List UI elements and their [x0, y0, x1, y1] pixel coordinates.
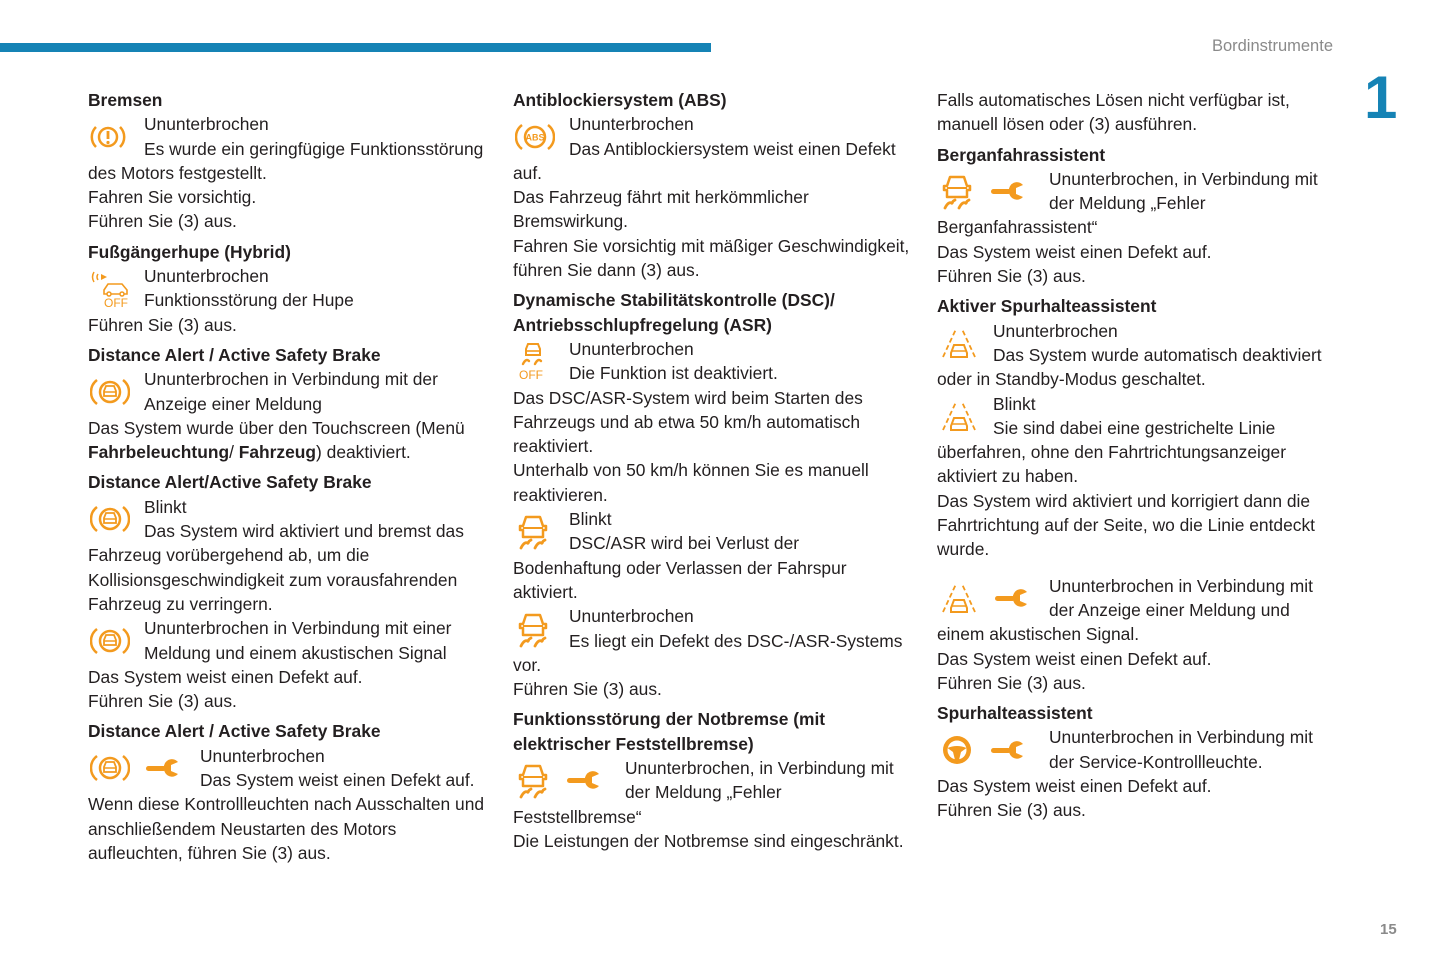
icon-group	[937, 725, 1049, 774]
warning-light-entry	[513, 337, 911, 507]
brake-warning-icon	[90, 122, 126, 152]
light-status: Ununterbrochen in Verbindung mit einer Meldung und einem akustischen Signal	[144, 618, 452, 663]
lane-assist-icon	[939, 580, 979, 616]
paragraph: Führen Sie (3) aus.	[88, 691, 237, 712]
paragraph: Das DSC/ASR-System wird beim Starten des Fahrzeugs und ab etwa 50 km/h automatisch reaktiviert.	[513, 387, 863, 457]
section-heading: Funktionsstörung der Notbremse (mit elektrischer Feststellbremse)	[513, 709, 826, 754]
paragraph: Das System weist einen Defekt auf.	[88, 666, 363, 687]
bold-term: Fahrzeug	[238, 442, 317, 463]
icon-group	[513, 337, 569, 386]
section-heading: Antiblockiersystem (ABS)	[513, 90, 727, 110]
text-segment: ) deaktiviert.	[316, 442, 411, 463]
warning-light-entry	[937, 392, 1337, 562]
section-heading: Dynamische Stabilitätskontrolle (DSC)/ Antriebsschlupfregelung (ASR)	[513, 290, 835, 335]
paragraph: Wenn diese Kontrollleuchten nach Ausschalten und anschließendem Neustarten des Motors aufleuchten, führen Sie (3) aus.	[88, 794, 485, 863]
steering-wheel-icon	[939, 733, 975, 767]
section-heading: Bremsen	[88, 90, 163, 110]
wrench-icon	[989, 740, 1025, 760]
column-3	[937, 88, 1337, 823]
paragraph: Das System wird aktiviert und korrigiert dann die Fahrtrichtung auf der Seite, wo die Linie entdeckt wurde.	[937, 490, 1315, 560]
bold-term: Fahrbeleuchtung	[88, 442, 230, 463]
text-segment: /	[229, 442, 239, 463]
light-status: Ununterbrochen in Verbindung mit der Service-Kontrollleuchte.	[1049, 727, 1313, 772]
icon-group	[88, 367, 144, 416]
wrench-icon	[565, 770, 601, 790]
text-segment: Das System wurde über den Touchscreen (Menü	[88, 417, 465, 438]
section-heading: Distance Alert/Active Safety Brake	[88, 472, 372, 493]
icon-group	[88, 495, 144, 544]
light-status: Blinkt	[993, 393, 1036, 414]
warning-light-entry	[937, 167, 1337, 288]
light-status: Ununterbrochen	[569, 114, 694, 135]
paragraph: Das System weist einen Defekt auf.	[937, 776, 1212, 797]
section-heading: Distance Alert / Active Safety Brake	[88, 721, 381, 742]
svg-text:OFF: OFF	[104, 296, 128, 309]
paragraph: Führen Sie (3) aus.	[937, 266, 1086, 287]
light-description: Funktionsstörung der Hupe	[144, 290, 354, 311]
wrench-icon	[993, 588, 1029, 608]
warning-light-entry	[88, 744, 486, 865]
light-description: Das System wird aktiviert und bremst das Fahrzeug vorübergehend ab, um die Kollisionsgeschwindigkeit zum vorausfahrenden Fahrzeug zu verringern.	[88, 521, 464, 614]
icon-group	[88, 744, 200, 793]
header-accent-bar	[0, 43, 711, 52]
paragraph: Fahren Sie vorsichtig mit mäßiger Geschwindigkeit, führen Sie dann (3) aus.	[513, 235, 910, 281]
light-status: Ununterbrochen	[993, 320, 1118, 341]
light-status: Ununterbrochen	[569, 606, 694, 627]
icon-group	[88, 112, 144, 161]
paragraph: Führen Sie (3) aus.	[513, 679, 662, 700]
light-status: Ununterbrochen, in Verbindung mit der Meldung „Fehler Berganfahrassistent“	[937, 168, 1318, 238]
safety-brake-icon	[90, 624, 130, 658]
lane-assist-icon	[939, 325, 979, 361]
icon-group	[513, 756, 625, 805]
warning-light-entry	[513, 604, 911, 701]
light-status: Ununterbrochen in Verbindung mit der Anzeige einer Meldung und einem akustischen Signal.	[937, 575, 1313, 645]
icon-group	[88, 264, 144, 313]
light-status: Ununterbrochen	[569, 338, 694, 359]
dsc-off-icon	[515, 341, 551, 381]
paragraph: Die Leistungen der Notbremse sind eingeschränkt.	[513, 830, 904, 851]
section-heading: Fußgängerhupe (Hybrid)	[88, 241, 291, 262]
light-status: Blinkt	[144, 496, 187, 517]
lane-assist-icon	[939, 398, 979, 434]
wrench-icon	[989, 181, 1025, 201]
light-status: Ununterbrochen	[144, 266, 269, 287]
icon-group	[513, 604, 569, 653]
dsc-icon	[515, 761, 551, 799]
light-description: Es wurde ein geringfügige Funktionsstörung des Motors festgestellt.	[88, 138, 484, 183]
section-heading: Berganfahrassistent	[937, 144, 1106, 165]
section-title: Bordinstrumente	[1211, 37, 1333, 55]
dsc-icon	[515, 610, 551, 648]
section-heading: Distance Alert / Active Safety Brake	[88, 344, 381, 365]
section-heading: Aktiver Spurhalteassistent	[937, 296, 1157, 317]
icon-group	[513, 507, 569, 556]
icon-group	[937, 392, 993, 441]
column-2	[513, 88, 911, 853]
paragraph	[88, 416, 486, 465]
horn-off-icon	[90, 268, 136, 308]
warning-light-entry	[88, 616, 486, 713]
warning-light-entry	[88, 367, 486, 464]
warning-light-entry	[937, 725, 1337, 822]
light-status: Ununterbrochen, in Verbindung mit der Meldung „Fehler Feststellbremse“	[513, 758, 894, 827]
light-status: Ununterbrochen	[200, 745, 325, 766]
paragraph: Falls automatisches Lösen nicht verfügbar ist, manuell lösen oder (3) ausführen.	[937, 90, 1290, 135]
warning-light-entry	[88, 495, 486, 616]
paragraph: Unterhalb von 50 km/h können Sie es manuell reaktivieren.	[513, 460, 869, 505]
dsc-icon	[939, 172, 975, 210]
icon-group	[937, 319, 993, 368]
icon-group	[937, 167, 1049, 216]
abs-icon	[515, 120, 555, 154]
icon-group	[937, 574, 1049, 623]
paragraph: Das System weist einen Defekt auf.	[937, 241, 1212, 262]
paragraph: Führen Sie (3) aus.	[88, 314, 237, 335]
light-description: Das System wurde automatisch deaktiviert oder in Standby-Modus geschaltet.	[937, 344, 1322, 390]
warning-light-entry	[88, 264, 486, 337]
light-status: Blinkt	[569, 509, 612, 530]
paragraph: Führen Sie (3) aus.	[88, 211, 237, 232]
light-status: Ununterbrochen	[144, 114, 269, 135]
paragraph: Das Fahrzeug fährt mit herkömmlicher Bremswirkung.	[513, 187, 809, 232]
warning-light-entry	[937, 319, 1337, 392]
warning-light-entry	[937, 574, 1337, 695]
dsc-icon	[515, 512, 551, 550]
wrench-icon	[144, 758, 180, 778]
light-status: Ununterbrochen in Verbindung mit der Anzeige einer Meldung	[144, 369, 438, 414]
light-description: Die Funktion ist deaktiviert.	[569, 363, 778, 384]
column-1	[88, 88, 486, 865]
svg-text:ABS: ABS	[525, 132, 545, 143]
safety-brake-icon	[90, 375, 130, 409]
light-description: Das System weist einen Defekt auf.	[200, 770, 475, 791]
safety-brake-icon	[90, 751, 130, 785]
paragraph: Führen Sie (3) aus.	[937, 672, 1086, 693]
icon-group	[513, 112, 569, 161]
section-heading: Spurhalteassistent	[937, 703, 1093, 724]
page-number: 15	[1380, 921, 1397, 938]
chapter-number: 1	[1364, 64, 1398, 131]
warning-light-entry	[513, 112, 911, 282]
paragraph: Das System weist einen Defekt auf.	[937, 648, 1212, 669]
light-description: Das Antiblockiersystem weist einen Defekt auf.	[513, 138, 896, 183]
paragraph: Fahren Sie vorsichtig.	[88, 187, 257, 208]
svg-text:OFF: OFF	[519, 368, 543, 382]
paragraph: Führen Sie (3) aus.	[937, 800, 1086, 821]
warning-light-entry	[88, 112, 486, 233]
icon-group	[88, 616, 144, 665]
warning-light-entry	[513, 756, 911, 853]
light-description: Sie sind dabei eine gestrichelte Linie überfahren, ohne den Fahrtrichtungsanzeiger aktiviert zu haben.	[937, 417, 1287, 487]
light-description: Es liegt ein Defekt des DSC-/ASR-Systems vor.	[513, 630, 903, 675]
safety-brake-icon	[90, 502, 130, 536]
light-description: DSC/ASR wird bei Verlust der Bodenhaftung oder Verlassen der Fahrspur aktiviert.	[513, 533, 847, 602]
warning-light-entry	[513, 507, 911, 604]
